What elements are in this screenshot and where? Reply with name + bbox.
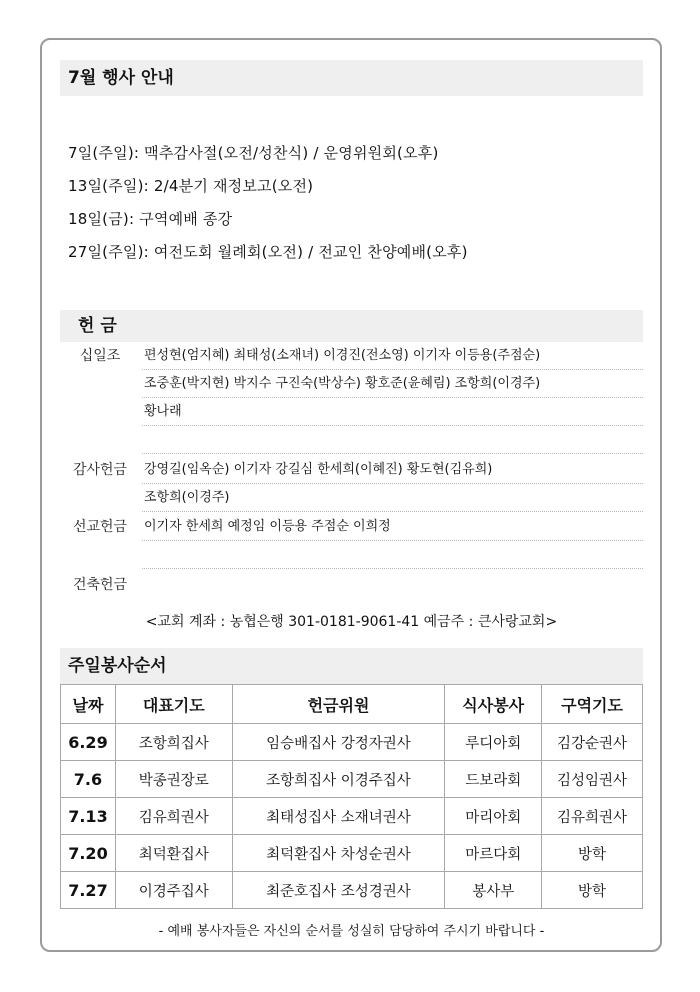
thanks-offering-row: 조항희(이경주) [142,484,643,512]
service-title: 주일봉사순서 [60,648,643,684]
prayer-cell: 김유희권사 [115,798,232,835]
header-representative-prayer: 대표기도 [115,685,232,724]
date-cell: 7.13 [61,798,116,835]
table-row [61,835,643,872]
tithe-label: 십일조 [79,348,121,364]
offering-committee-cell: 조항희집사 이경주집사 [232,761,445,798]
offering-committee-cell: 최준호집사 조성경권사 [232,872,445,909]
header-district-prayer: 구역기도 [542,685,643,724]
table-row [61,798,643,835]
mission-offering-row [142,541,643,569]
event-line: 27일(주일): 여전도회 월례회(오전) / 전교인 찬양예배(오후) [68,243,468,261]
district-prayer-cell: 방학 [542,872,643,909]
meal-service-cell: 마리아회 [445,798,542,835]
meal-service-cell: 루디아회 [445,724,542,761]
date-cell: 7.6 [61,761,116,798]
district-prayer-cell: 김유희권사 [542,798,643,835]
thanks-offering-row: 강영길(임옥순) 이기자 강길심 한세희(이혜진) 황도현(김유희) [142,456,643,484]
header-offering-committee: 헌금위원 [232,685,445,724]
offering-committee-cell: 최태성집사 소재녀권사 [232,798,445,835]
table-row [61,724,643,761]
tithe-row: 조중훈(박지현) 박지수 구진숙(박상수) 황호준(윤혜림) 조항희(이경주) [142,370,643,398]
meal-service-cell: 마르다회 [445,835,542,872]
mission-offering-label: 선교헌금 [72,519,128,535]
event-line: 7일(주일): 맥추감사절(오전/성찬식) / 운영위원회(오후) [68,144,439,162]
building-offering-label: 건축헌금 [72,577,128,593]
service-schedule-table [60,684,643,909]
prayer-cell: 최덕환집사 [115,835,232,872]
header-meal-service: 식사봉사 [445,685,542,724]
event-line: 13일(주일): 2/4분기 재정보고(오전) [68,177,314,195]
district-prayer-cell: 방학 [542,835,643,872]
meal-service-cell: 봉사부 [445,872,542,909]
table-row [61,872,643,909]
tithe-row: 황나래 [142,398,643,426]
service-footnote: - 예배 봉사자들은 자신의 순서를 성실히 담당하여 주시기 바랍니다 - [158,924,545,939]
building-offering-row [142,571,643,599]
date-cell: 7.27 [61,872,116,909]
district-prayer-cell: 김성임권사 [542,761,643,798]
table-header-row [61,685,643,724]
offering-committee-cell: 최덕환집사 차성순권사 [232,835,445,872]
thanks-offering-label: 감사헌금 [72,462,128,478]
mission-offering-row: 이기자 한세희 예정임 이등용 주점순 이희정 [142,513,643,541]
event-line: 18일(금): 구역예배 종강 [68,210,233,228]
offering-committee-cell: 임승배집사 강정자권사 [232,724,445,761]
tithe-row: 편성현(엄지혜) 최태성(소재녀) 이경진(전소영) 이기자 이등용(주점순) [142,342,643,370]
date-cell: 6.29 [61,724,116,761]
district-prayer-cell: 김강순권사 [542,724,643,761]
meal-service-cell: 드보라회 [445,761,542,798]
table-row [61,761,643,798]
church-account: <교회 계좌 : 농협은행 301-0181-9061-41 예금주 : 큰사랑교회> [145,614,558,630]
events-title: 7월 행사 안내 [60,60,643,96]
header-date: 날짜 [61,685,116,724]
prayer-cell: 박종권장로 [115,761,232,798]
offering-title: 헌금 [60,310,643,342]
tithe-row [142,426,643,454]
prayer-cell: 이경주집사 [115,872,232,909]
prayer-cell: 조항희집사 [115,724,232,761]
date-cell: 7.20 [61,835,116,872]
